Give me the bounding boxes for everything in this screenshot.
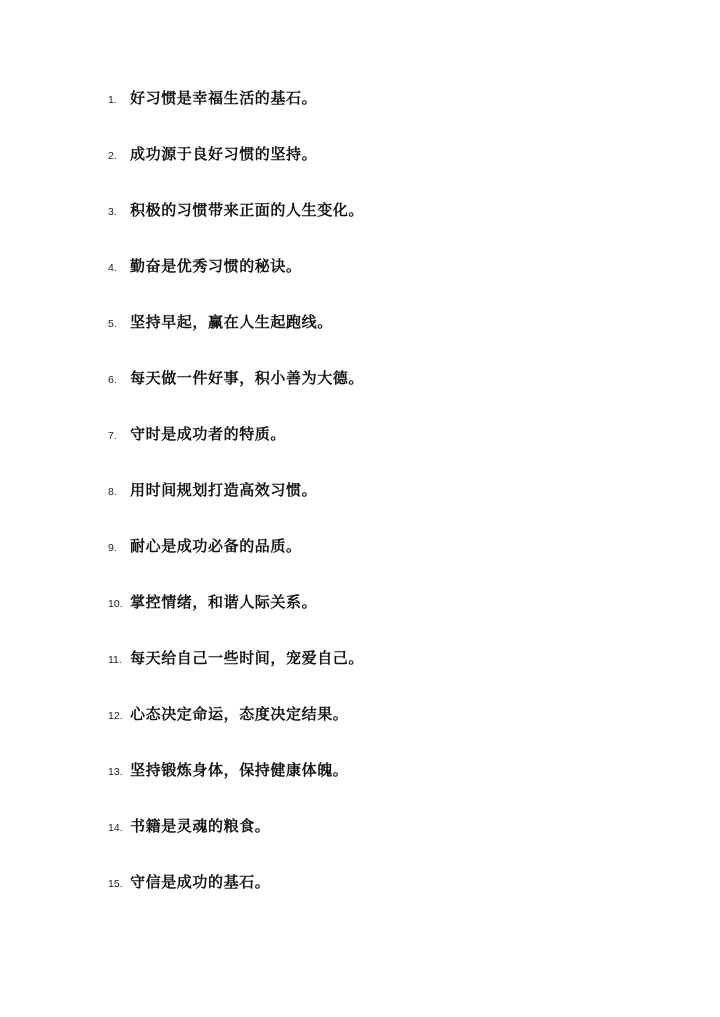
item-number: 14. <box>108 822 123 834</box>
item-text: 守信是成功的基石。 <box>130 873 271 891</box>
item-text: 好习惯是幸福生活的基石。 <box>130 89 318 107</box>
item-text: 勤奋是优秀习惯的秘诀。 <box>130 257 302 275</box>
list-item <box>108 592 364 648</box>
item-text: 守时是成功者的特质。 <box>130 425 287 443</box>
item-number: 13. <box>108 766 123 778</box>
list-item <box>108 872 364 928</box>
numbered-list <box>108 88 364 928</box>
list-item <box>108 480 364 536</box>
item-text: 耐心是成功必备的品质。 <box>130 537 302 555</box>
item-text: 掌控情绪，和谐人际关系。 <box>130 593 318 611</box>
item-number: 6. <box>108 374 117 386</box>
list-item <box>108 312 364 368</box>
item-text: 积极的习惯带来正面的人生变化。 <box>130 201 365 219</box>
item-number: 5. <box>108 318 117 330</box>
item-text: 每天做一件好事，积小善为大德。 <box>130 369 365 387</box>
item-number: 4. <box>108 262 117 274</box>
item-number: 15. <box>108 878 123 890</box>
item-number: 3. <box>108 206 117 218</box>
item-number: 8. <box>108 486 117 498</box>
item-text: 心态决定命运，态度决定结果。 <box>130 705 349 723</box>
list-item <box>108 536 364 592</box>
item-number: 12. <box>108 710 123 722</box>
list-item <box>108 816 364 872</box>
item-number: 10. <box>108 598 123 610</box>
list-item <box>108 648 364 704</box>
item-number: 7. <box>108 430 117 442</box>
item-text: 成功源于良好习惯的坚持。 <box>130 145 318 163</box>
item-number: 1. <box>108 94 117 106</box>
list-item <box>108 368 364 424</box>
item-number: 9. <box>108 542 117 554</box>
item-text: 坚持早起，赢在人生起跑线。 <box>130 313 333 331</box>
list-item <box>108 88 364 144</box>
item-text: 书籍是灵魂的粮食。 <box>130 817 271 835</box>
item-text: 用时间规划打造高效习惯。 <box>130 481 318 499</box>
item-number: 11. <box>108 654 122 666</box>
list-item <box>108 704 364 760</box>
list-item <box>108 144 364 200</box>
list-item <box>108 424 364 480</box>
list-item <box>108 760 364 816</box>
list-item <box>108 256 364 312</box>
item-text: 坚持锻炼身体，保持健康体魄。 <box>130 761 349 779</box>
item-text: 每天给自己一些时间，宠爱自己。 <box>130 649 365 667</box>
item-number: 2. <box>108 150 117 162</box>
list-item <box>108 200 364 256</box>
